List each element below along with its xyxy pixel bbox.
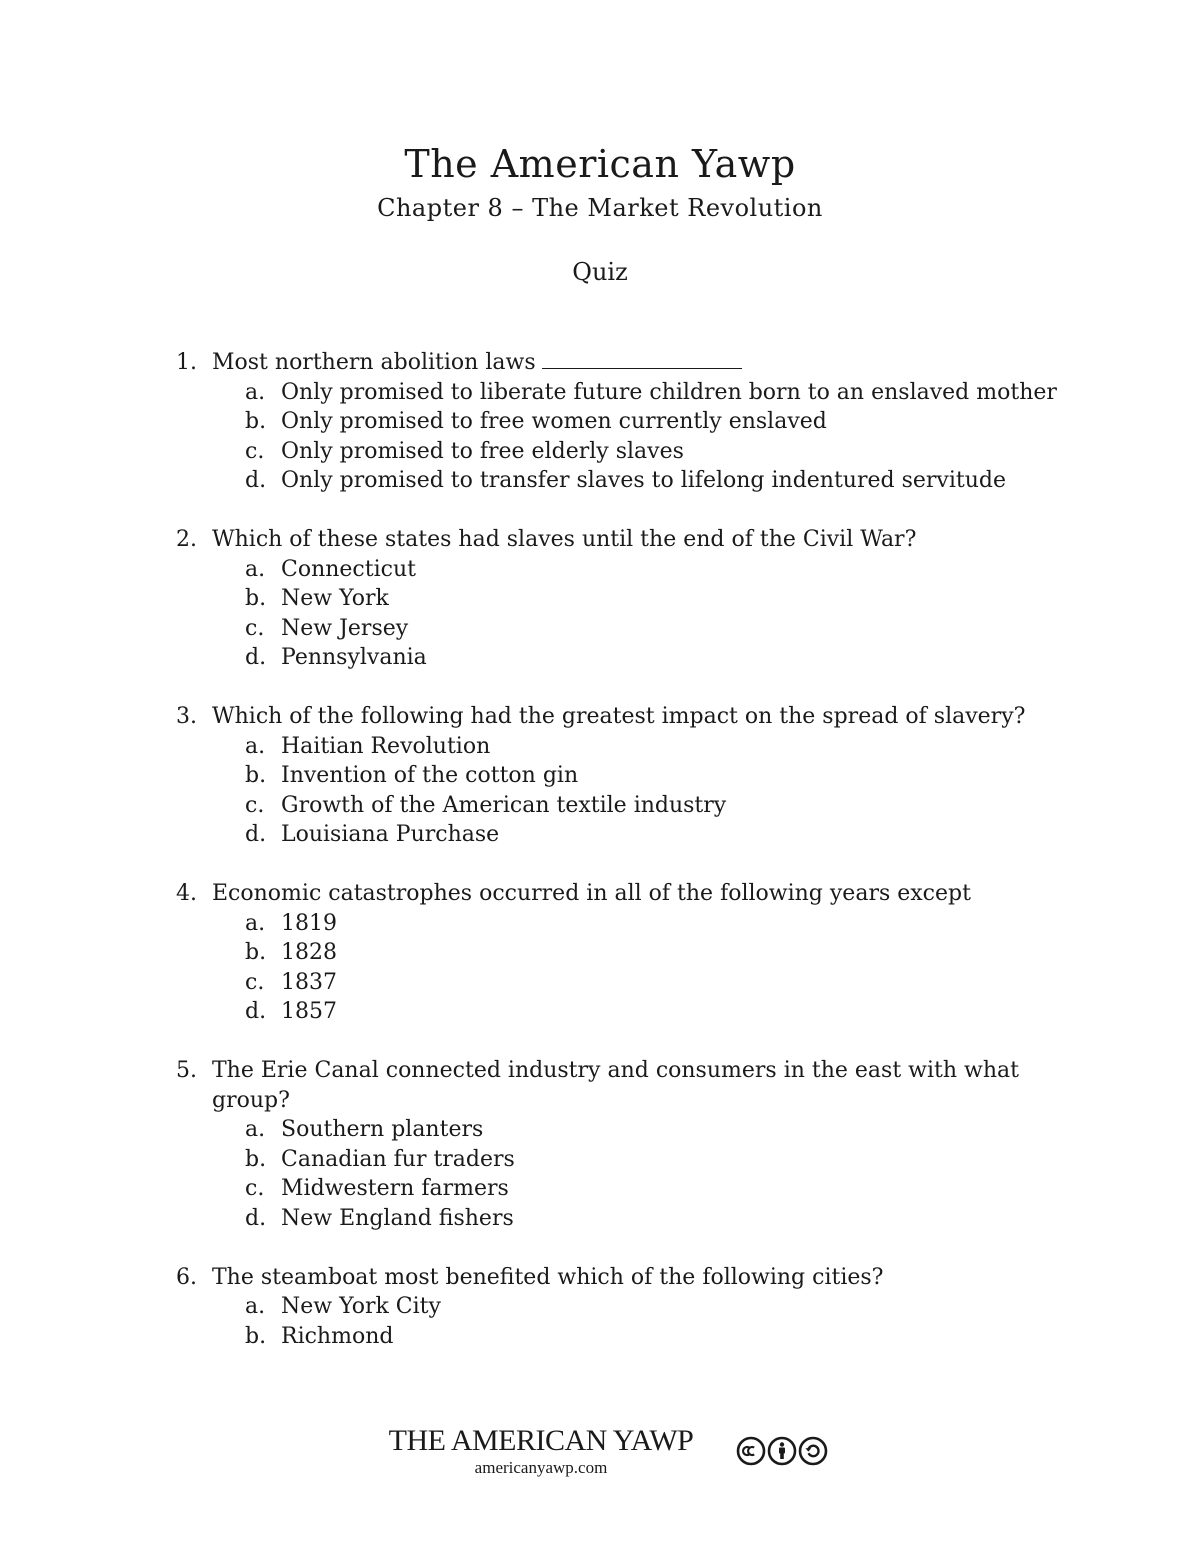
question-number: 2. <box>176 527 197 552</box>
question-6 <box>0 1263 1200 1352</box>
document-title: The American Yawp <box>404 142 796 186</box>
option-letter: d. <box>245 999 267 1024</box>
option-letter: b. <box>245 763 267 788</box>
question-stem <box>0 1263 1042 1293</box>
question-list <box>0 348 1200 1381</box>
question-stem <box>0 525 1042 555</box>
question-stem <box>0 702 1042 732</box>
option-b <box>0 1322 1071 1352</box>
option-letter: b. <box>245 1146 267 1172</box>
option-a <box>0 1292 1071 1322</box>
brand-name: THE AMERICAN YAWP <box>388 1424 694 1457</box>
question-number: 4. <box>176 881 197 906</box>
option-text: Canadian fur traders <box>281 1146 515 1172</box>
option-text: Richmond <box>281 1323 394 1349</box>
option-text: New York <box>281 586 389 611</box>
option-text: New Jersey <box>281 615 409 641</box>
option-text: Pennsylvania <box>281 645 427 670</box>
option-letter: d. <box>245 1205 267 1231</box>
option-b <box>0 1145 1071 1175</box>
question-number: 3. <box>176 704 197 729</box>
option-text: Connecticut <box>281 556 416 582</box>
option-letter: a. <box>245 1294 266 1319</box>
question-3 <box>0 702 1200 850</box>
option-text: Only promised to liberate future children born to an enslaved mother <box>281 379 1057 405</box>
option-text: 1837 <box>281 969 337 995</box>
option-d <box>0 1204 1071 1234</box>
option-letter: b. <box>245 1323 267 1349</box>
question-number: 6. <box>176 1264 197 1290</box>
option-c <box>0 614 1071 644</box>
option-text: Louisiana Purchase <box>281 822 500 847</box>
option-letter: c. <box>245 969 265 995</box>
creative-commons-icon <box>738 1438 764 1464</box>
question-text: The Erie Canal connected industry and consumers in the east with what group? <box>212 1058 1019 1113</box>
option-letter: d. <box>245 645 267 670</box>
question-1 <box>0 348 1200 496</box>
question-text: Which of the following had the greatest impact on the spread of slavery? <box>212 704 1026 729</box>
option-text: Only promised to free women currently enslaved <box>281 409 827 434</box>
brand-logo <box>372 1424 710 1478</box>
chapter-subtitle: Chapter 8 – The Market Revolution <box>377 194 823 222</box>
attribution-icon <box>769 1438 795 1464</box>
question-text: Most northern abolition laws <box>212 350 536 375</box>
option-d <box>0 820 1071 850</box>
option-d <box>0 997 1071 1027</box>
brand-url: americanyawp.com <box>474 1458 608 1477</box>
option-letter: b. <box>245 409 267 434</box>
option-b <box>0 761 1071 791</box>
option-a <box>0 732 1071 762</box>
question-text: Which of these states had slaves until the end of the Civil War? <box>212 527 917 552</box>
option-c <box>0 791 1071 821</box>
quiz-label: Quiz <box>572 258 628 286</box>
option-letter: a. <box>245 1117 266 1142</box>
option-b <box>0 407 1071 437</box>
question-text: The steamboat most benefited which of the following cities? <box>212 1264 884 1290</box>
option-text: New England fishers <box>281 1205 514 1231</box>
cc-license-badge <box>736 1436 828 1466</box>
question-number: 5. <box>176 1058 197 1083</box>
question-2 <box>0 525 1200 673</box>
question-5 <box>0 1056 1200 1233</box>
question-text: Economic catastrophes occurred in all of the following years except <box>212 881 971 906</box>
option-text: Only promised to free elderly slaves <box>281 438 684 464</box>
option-a <box>0 378 1071 408</box>
option-letter: a. <box>245 910 266 936</box>
option-c <box>0 968 1071 998</box>
share-alike-icon <box>800 1438 826 1464</box>
option-text: Growth of the American textile industry <box>281 792 727 818</box>
question-stem <box>0 879 1042 909</box>
option-letter: d. <box>245 468 267 493</box>
answer-blank <box>542 348 742 369</box>
page-footer <box>0 1424 1200 1484</box>
option-letter: b. <box>245 940 267 965</box>
option-text: New York City <box>281 1294 441 1319</box>
question-number: 1. <box>176 350 197 375</box>
option-text: Invention of the cotton gin <box>281 763 579 788</box>
option-d <box>0 643 1071 673</box>
option-text: 1857 <box>281 999 337 1024</box>
option-letter: d. <box>245 822 267 847</box>
option-text: Southern planters <box>281 1117 484 1142</box>
option-text: 1828 <box>281 940 337 965</box>
option-letter: a. <box>245 556 266 582</box>
option-text: 1819 <box>281 910 337 936</box>
question-4 <box>0 879 1200 1027</box>
question-stem <box>0 1056 1042 1115</box>
option-c <box>0 437 1071 467</box>
option-letter: b. <box>245 586 267 611</box>
option-text: Haitian Revolution <box>281 733 491 759</box>
option-letter: c. <box>245 438 265 464</box>
option-d <box>0 466 1071 496</box>
option-text: Only promised to transfer slaves to lifelong indentured servitude <box>281 468 1006 493</box>
option-letter: c. <box>245 792 265 818</box>
option-a <box>0 555 1071 585</box>
option-letter: c. <box>245 1176 265 1201</box>
option-c <box>0 1174 1071 1204</box>
option-letter: a. <box>245 733 266 759</box>
option-a <box>0 909 1071 939</box>
option-text: Midwestern farmers <box>281 1176 509 1201</box>
option-a <box>0 1115 1071 1145</box>
option-letter: c. <box>245 615 265 641</box>
option-b <box>0 584 1071 614</box>
option-b <box>0 938 1071 968</box>
question-stem <box>0 348 1042 378</box>
option-letter: a. <box>245 379 266 405</box>
